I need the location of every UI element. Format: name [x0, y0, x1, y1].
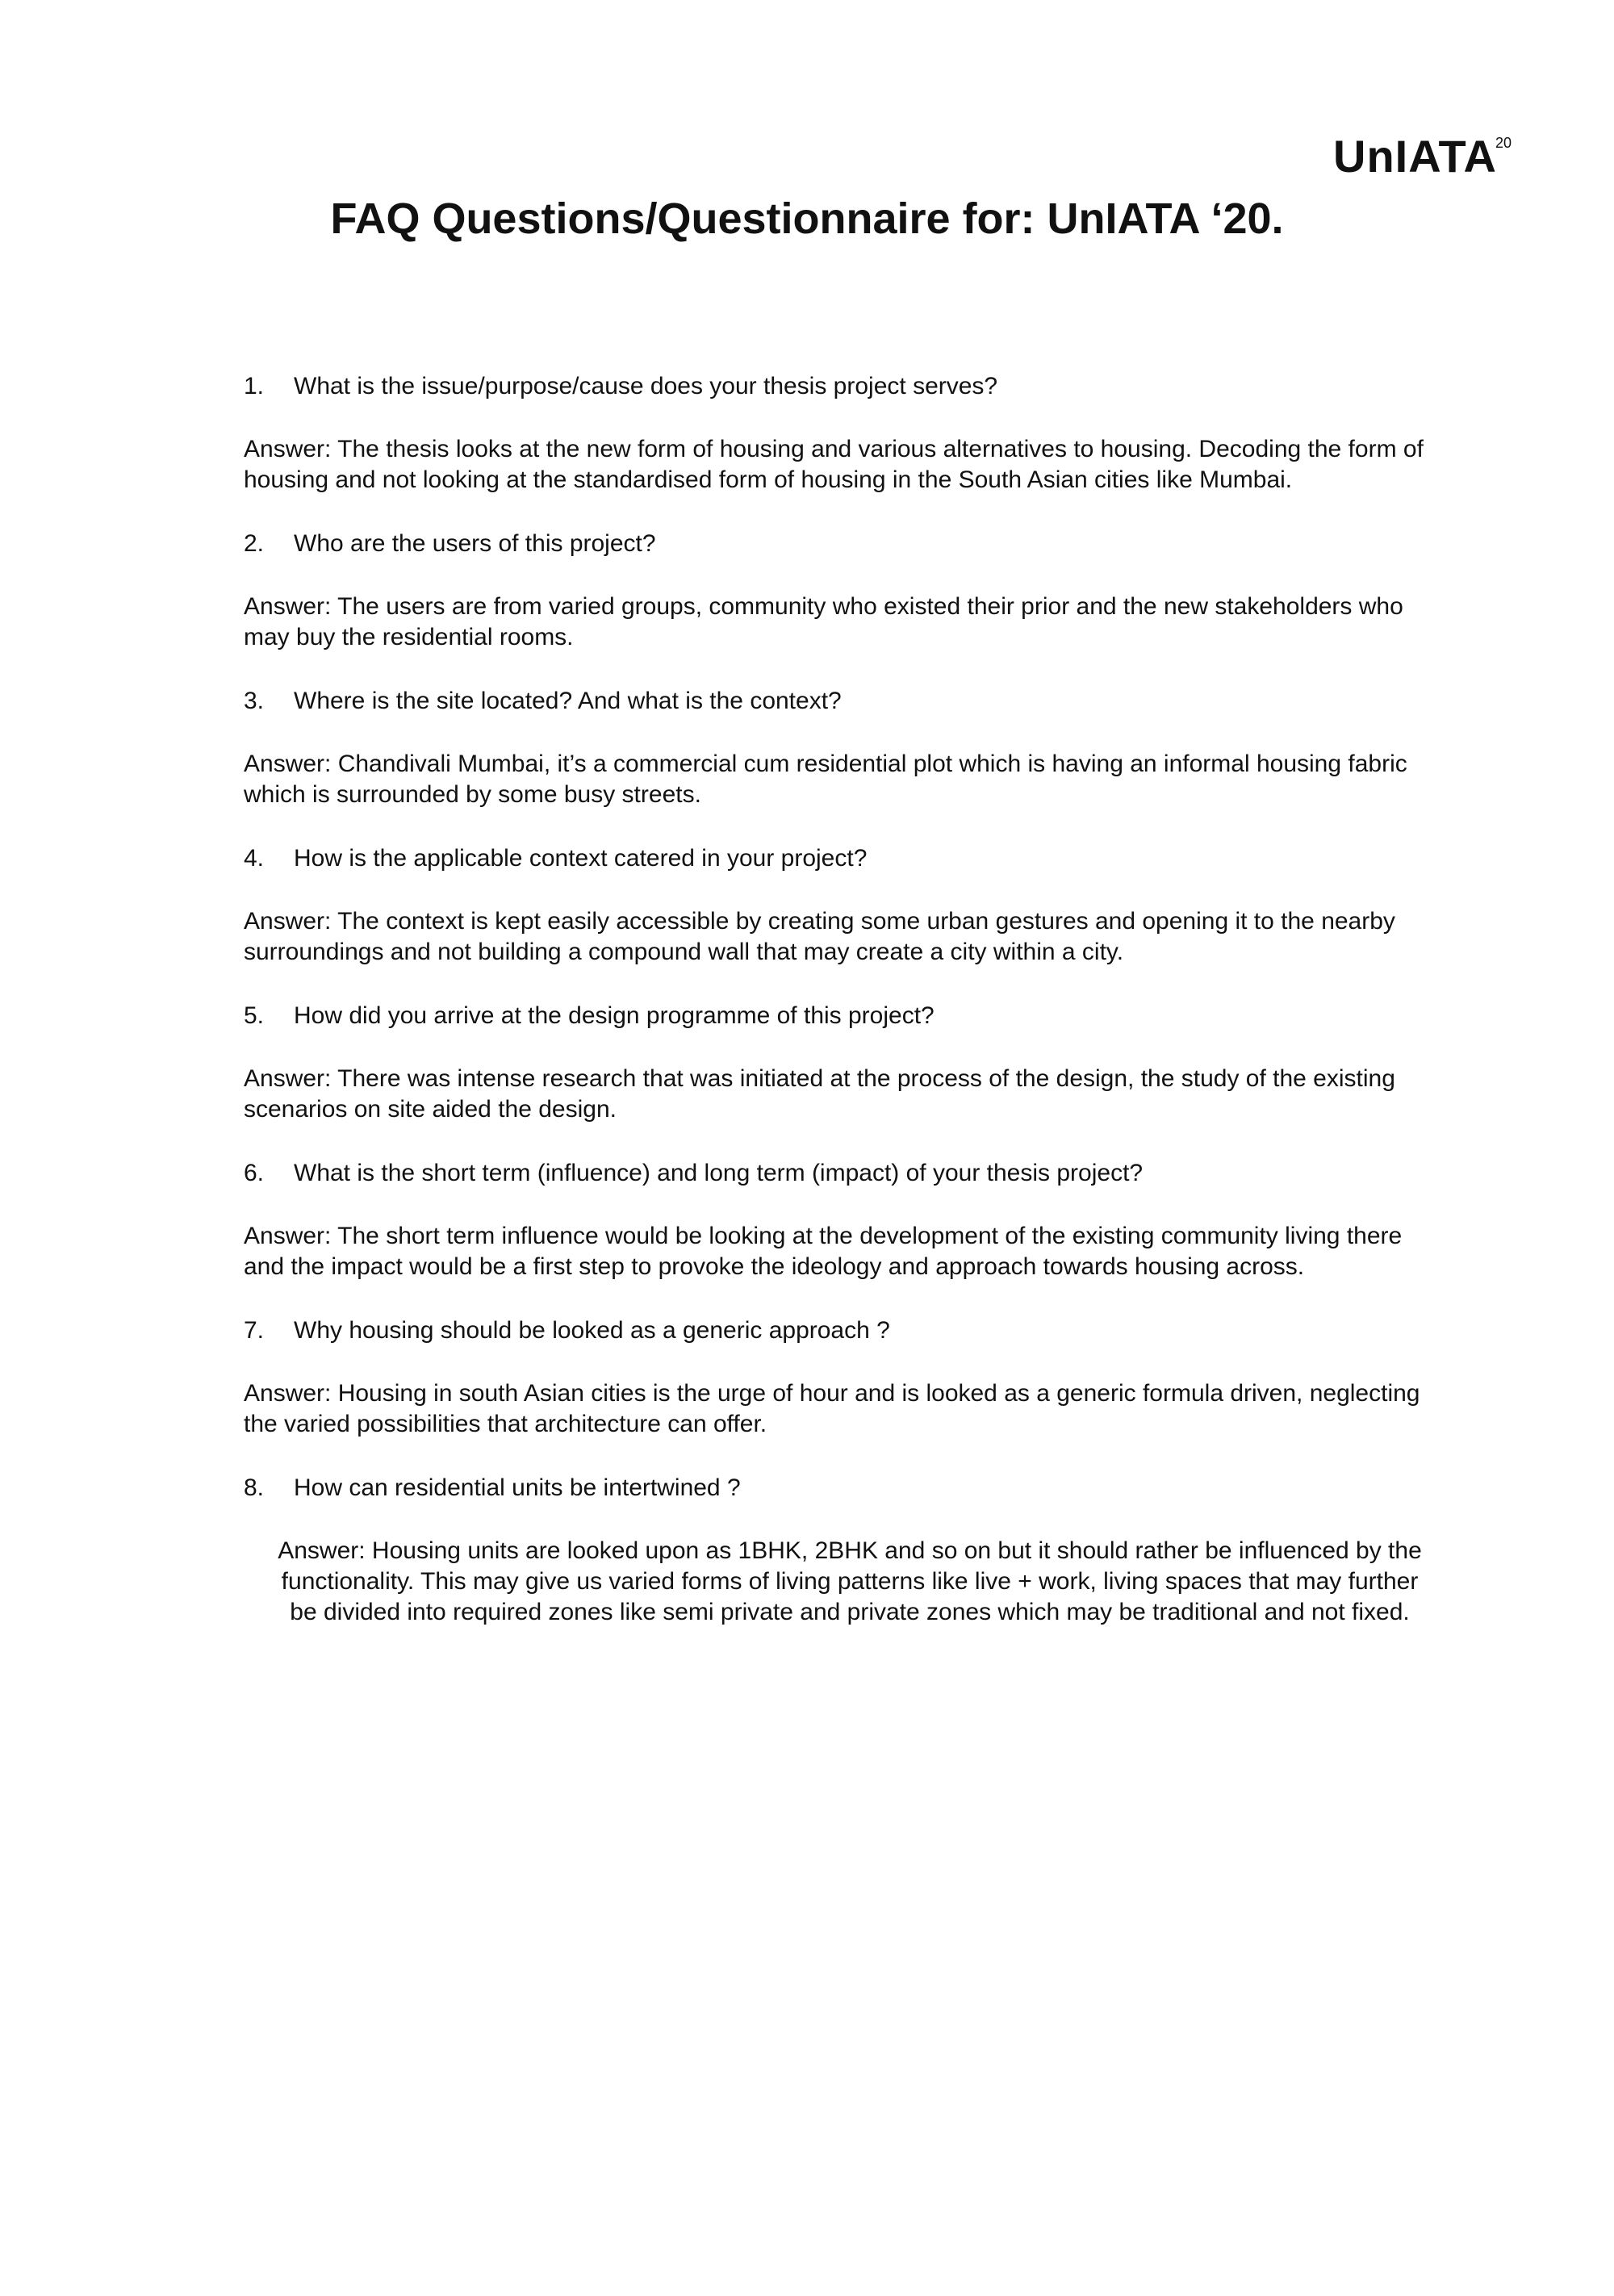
question-number: 4.: [244, 845, 265, 872]
logo-superscript: 20: [1495, 135, 1512, 151]
faq-item-2: [244, 529, 1438, 653]
question-text: How is the applicable context catered in your project?: [294, 845, 868, 872]
question-text: Where is the site located? And what is the context?: [294, 688, 842, 714]
answer-text: Answer: The short term influence would be looking at the development of the existing community living there and the impact would be a first step to provoke the ideology and approach towards housing across.: [244, 1223, 1403, 1280]
answer-text: Answer: The users are from varied groups, community who existed their prior and the new stakeholders who may buy the residential rooms.: [244, 593, 1403, 650]
question-text: Who are the users of this project?: [294, 530, 656, 557]
question: [244, 1315, 1438, 1346]
question-text: What is the short term (influence) and long term (impact) of your thesis project?: [294, 1160, 1144, 1186]
question-number: 8.: [244, 1474, 265, 1501]
question: [244, 1473, 1438, 1503]
faq-item-4: [244, 843, 1438, 968]
question-text: How can residential units be intertwined ?: [294, 1474, 741, 1501]
faq-item-6: [244, 1158, 1438, 1282]
faq-item-5: [244, 1001, 1438, 1125]
faq-item-3: [244, 686, 1438, 810]
faq-item-7: [244, 1315, 1438, 1440]
answer-text: Answer: Housing in south Asian cities is the urge of hour and is looked as a generic formula driven, neglecting the varied possibilities that architecture can offer.: [244, 1380, 1420, 1437]
question-text: How did you arrive at the design programme of this project?: [294, 1002, 935, 1029]
question: [244, 529, 1438, 559]
question-number: 6.: [244, 1160, 265, 1186]
answer-text: Answer: Housing units are looked upon as 1BHK, 2BHK and so on but it should rather be influenced by the functionality. This may give us varied forms of living patterns like live + work, living spaces that may further be divided into required zones like semi private and private zones which may be traditional and not fixed.: [278, 1537, 1422, 1625]
question-number: 7.: [244, 1317, 265, 1344]
question-number: 2.: [244, 530, 265, 557]
logo-text: UnIATA: [1333, 131, 1497, 182]
question: [244, 1158, 1438, 1189]
answer-text: Answer: There was intense research that was initiated at the process of the design, the study of the existing scenarios on site aided the design.: [244, 1065, 1395, 1123]
question-number: 5.: [244, 1002, 265, 1029]
faq-item-8: [244, 1473, 1438, 1628]
answer-text: Answer: The context is kept easily accessible by creating some urban gestures and opening it to the nearby surroundings and not building a compound wall that may create a city within a city.: [244, 908, 1395, 965]
question-text: What is the issue/purpose/cause does your thesis project serves?: [294, 373, 998, 399]
faq-item-1: [244, 371, 1438, 496]
question: [244, 686, 1438, 717]
faq-list: [244, 371, 1438, 1661]
question-number: 3.: [244, 688, 265, 714]
question: [244, 843, 1438, 874]
question-number: 1.: [244, 373, 265, 399]
answer-text: Answer: The thesis looks at the new form of housing and various alternatives to housing. Decoding the form of housing and not looking at the standardised form of housing in the South Asian cities like Mumbai.: [244, 436, 1424, 493]
page-title: FAQ Questions/Questionnaire for: UnIATA ‘20.: [330, 194, 1284, 243]
answer-text: Answer: Chandivali Mumbai, it’s a commercial cum residential plot which is having an informal housing fabric which is surrounded by some busy streets.: [244, 751, 1407, 808]
question: [244, 1001, 1438, 1031]
question: [244, 371, 1438, 402]
question-text: Why housing should be looked as a generic approach ?: [294, 1317, 890, 1344]
